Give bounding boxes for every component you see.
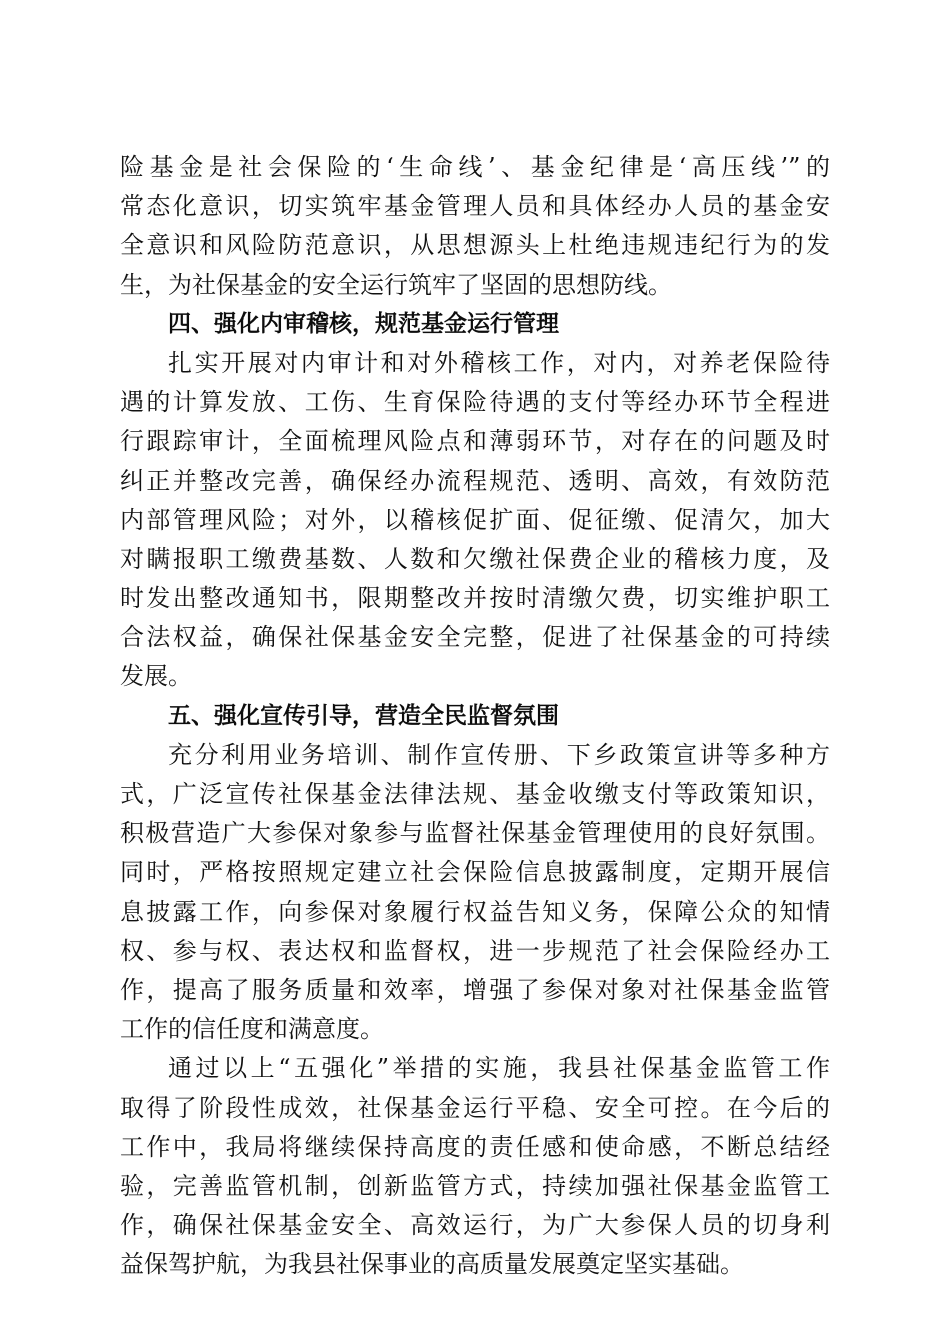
section-heading-5: 五、强化宣传引导，营造全民监督氛围: [168, 702, 559, 729]
text-line: 作，确保社保基金安全、高效运行，为广大参保人员的切身利: [120, 1211, 830, 1240]
section-heading-4: 四、强化内审稽核，规范基金运行管理: [168, 310, 559, 337]
text-line: 合法权益，确保社保基金安全完整，促进了社保基金的可持续: [120, 623, 830, 652]
text-line: 纠正并整改完善，确保经办流程规范、透明、高效，有效防范: [120, 466, 830, 495]
document-body: [120, 148, 830, 1284]
text-line: 扎实开展对内审计和对外稽核工作，对内，对养老保险待: [168, 348, 830, 377]
text-line: 验，完善监管机制，创新监管方式，持续加强社保基金监管工: [120, 1171, 830, 1200]
paragraph-publicity: [120, 736, 830, 1050]
paragraph-conclusion: [120, 1049, 830, 1284]
text-line: 充分利用业务培训、制作宣传册、下乡政策宣讲等多种方: [168, 740, 830, 769]
text-line: 式，广泛宣传社保基金法律法规、基金收缴支付等政策知识，: [120, 780, 830, 808]
text-line: 险基金是社会保险的‘生命线’、基金纪律是‘高压线’”的: [120, 153, 830, 181]
text-line: 权、参与权、表达权和监督权，进一步规范了社会保险经办工: [120, 936, 830, 965]
paragraph-fund-awareness: [120, 148, 830, 305]
text-line: 行跟踪审计，全面梳理风险点和薄弱环节，对存在的问题及时: [120, 427, 830, 456]
text-line: 对瞒报职工缴费基数、人数和欠缴社保费企业的稽核力度，及: [120, 544, 830, 573]
text-line: 作，提高了服务质量和效率，增强了参保对象对社保基金监管: [120, 975, 830, 1004]
text-line: 益保驾护航，为我县社保事业的高质量发展奠定坚实基础。: [120, 1250, 744, 1279]
text-line: 工作的信任度和满意度。: [120, 1015, 384, 1044]
text-line: 积极营造广大参保对象参与监督社保基金管理使用的良好氛围。: [120, 819, 830, 848]
paragraph-internal-audit: [120, 344, 830, 697]
text-line: 全意识和风险防范意识，从思想源头上杜绝违规违纪行为的发: [120, 231, 830, 260]
text-line: 常态化意识，切实筑牢基金管理人员和具体经办人员的基金安: [120, 192, 830, 221]
text-line: 生，为社保基金的安全运行筑牢了坚固的思想防线。: [120, 270, 672, 299]
text-line: 发展。: [120, 662, 192, 691]
text-line: 息披露工作，向参保对象履行权益告知义务，保障公众的知情: [120, 897, 830, 926]
text-line: 工作中，我局将继续保持高度的责任感和使命感，不断总结经: [120, 1132, 830, 1161]
text-line: 遇的计算发放、工伤、生育保险待遇的支付等经办环节全程进: [120, 388, 830, 417]
text-line: 通过以上“五强化”举措的实施，我县社保基金监管工作: [168, 1054, 830, 1083]
text-line: 取得了阶段性成效，社保基金运行平稳、安全可控。在今后的: [120, 1093, 830, 1122]
text-line: 时发出整改通知书，限期整改并按时清缴欠费，切实维护职工: [120, 584, 830, 613]
text-line: 内部管理风险；对外，以稽核促扩面、促征缴、促清欠，加大: [120, 505, 830, 534]
text-line: 同时，严格按照规定建立社会保险信息披露制度，定期开展信: [120, 858, 830, 887]
